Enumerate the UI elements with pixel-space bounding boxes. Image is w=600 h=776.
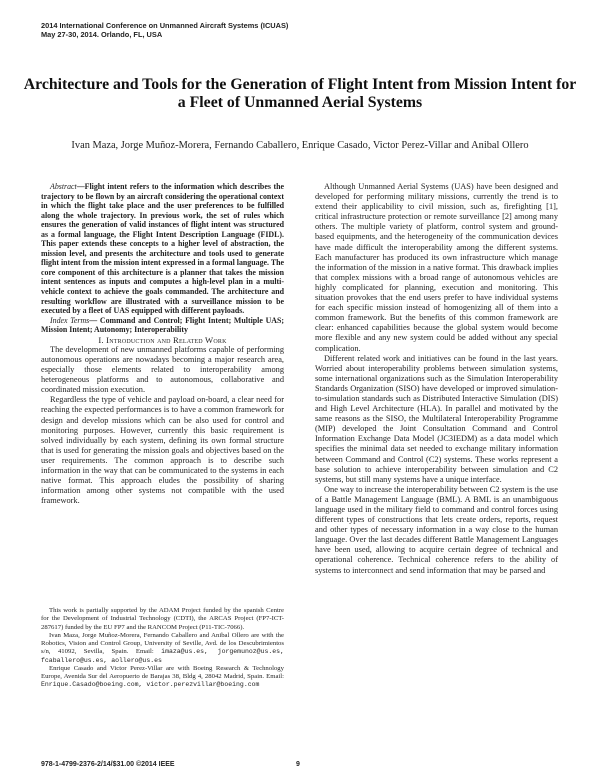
section-numeral: I. (98, 334, 104, 345)
author-list: Ivan Maza, Jorge Muñoz-Morera, Fernando Caballero, Enrique Casado, Victor Perez-Villar and Anibal Ollero (71, 140, 529, 151)
page-number: 9 (296, 761, 300, 768)
abstract: Abstract—Flight intent refers to the information which describes the trajectory to be flown by an aircraft considering the operational context in which the flight take place and the user preferences to be fulfilled along the whole trajectory. In previous work, the set of rules which ensures the generation of valid instances of flight intent was structured as a formal language, the Flight Intent Description Language (FIDL). This paper extends these concepts to a higher level of abstraction, the mission level, and presents the architecture and tools used to generate flight intent from the mission intent expressed in a formal language. The core component of this architecture is a planner that takes the mission intent sentences as inputs and computes a high-level plan in a multi-vehicle context to achieve the goals commanded. The architecture and resulting workflow are illustrated with a surveillance mission to be executed by a fleet of UAS equipped with different payloads. (41, 182, 284, 316)
body-paragraph: Although Unmanned Aerial Systems (UAS) have been designed and developed for performing military missions, currently the trend is to extend their applicability to civil mission, such as, firefighting [1], critical infrastructure protection or remote surveillance [2] among many others. The multiple variety of platform, control system and ground-based equipments, and the heterogeneity of the communication devices have made difficult the interoperability among the different systems. Each manufacturer has produced its own infrastructure which manage the information of the mission in a native format. This drawback implies that complex missions with a broad range of autonomous vehicles are highly complicated for planning, execution and monitoring. This situation provokes that the end users prefer to have individual systems for each specific mission instead of homogenizing all of them into a common framework. But the benefits of this common framework are clear: enhanced capabilities because the global system would become more flexible and any new system could be added without any special complication. (315, 182, 558, 353)
body-paragraph: One way to increase the interoperability between C2 system is the use of a Battle Management Language (BML). A BML is an unambiguous language used in the military field to command and control forces using different types of constructions that lets create orders, reports, request and other types of necessary information in a way close to the human language. Over the last decades different Battle Management Languages have been used, allowing to acquire certain degree of technical and operational coherence. Technical coherence refers to the ability of systems to interconnect and send information that may be parsed and (315, 484, 558, 575)
paper-title: Architecture and Tools for the Generation of Flight Intent from Mission Intent for a Fleet of Unmanned Aerial Systems (23, 76, 577, 111)
isbn-copyright: 978-1-4799-2376-2/14/$31.00 ©2014 IEEE (41, 761, 175, 768)
section-heading (41, 335, 284, 345)
index-terms: Index Terms— Command and Control; Flight Intent; Multiple UAS; Mission Intent; Autonomy; Interoperability (41, 315, 284, 335)
abstract-text: Flight intent refers to the information which describes the trajectory to be flown by an aircraft considering the operational context in which the flight take place and the user preferences to be fulfilled along the whole trajectory. In previous work, the set of rules which ensures the generation of valid instances of flight intent was structured as a formal language, the Flight Intent Description Language (FIDL). This paper extends these concepts to a higher level of abstraction, the mission level, and presents the architecture and tools used to generate flight intent from the mission intent expressed in a formal language. The core component of this architecture is a planner that takes the mission intent sentences as inputs and computes a high-level plan in a multi-vehicle context to achieve the goals commanded. The architecture and resulting workflow are illustrated with a surveillance mission to be executed by a fleet of UAS equipped with different payloads. (41, 182, 284, 316)
left-column (41, 182, 284, 506)
footnotes (41, 607, 284, 690)
abstract-label: Abstract (50, 182, 77, 191)
body-paragraph: Different related work and initiatives can be found in the last years. Worried about interoperability problems between simulation systems, some international organizations such as the Simulation Interoperability Standards Organization (SISO) have developed or improved simulation-to-simulation standards such as Distributed Interactive Simulation (DIS) and High Level Architecture (HLA). In parallel and motivated by the same reasons as the SISO, the Multilateral Interoperability Programme (MIP) developed the Joint Consultation Command and Control Information Exchange Data Model (JC3IEDM) as a data model which specifies the minimal data set needed to exchange military information between Command and Control (C2) systems. These works represent a base solution to achieve interoperability between simulation and C2 systems, but still many systems have a unique interface. (315, 353, 558, 484)
body-paragraph: Regardless the type of vehicle and payload on-board, a clear need for reaching the expected performances is to have a common framework for design and develop missions which can be also used for control and monitoring purposes. However, currently this basic requirement is solved individually by each system, defining its own formal structure that is used for generating the mission goals and objectives based on the user requirements. The common approach is to describe such information in the way that can be communicated to the systems in each native format. This approach eludes the possibility of sharing information among other systems not compatible with the used framework. (41, 395, 284, 506)
affiliation-footnote: Enrique Casado and Victor Perez-Villar are with Boeing Research & Technology Europe, Avenida Sur del Aeropuerto de Barajas 38, Bldg 4, 28042 Madrid, Spain. Email: Enrique.Casado@boeing.com, victor.perezvillar@boeing.com (41, 664, 284, 689)
conference-name: 2014 International Conference on Unmanned Aircraft Systems (ICUAS) (41, 21, 289, 30)
affiliation-footnote: Ivan Maza, Jorge Muñoz-Morera, Fernando Caballero and Anibal Ollero are with the Robotics, Vision and Control Group, University of Seville, Avd. de los Descubrimientos s/n, 41092, Sevilla, Spain. Email: imaza@us.es, jorgemunoz@us.es, fcaballero@us.es, aollero@us.es (41, 631, 284, 664)
funding-footnote: This work is partially supported by the ADAM Project funded by the spanish Centre for the Development of Industrial Technology (CDTI), the ARCAS Project (FP7-ICT-287617) funded by the EU FP7 and the RANCOM Project (P11-TIC-7066). (41, 607, 284, 631)
right-column (315, 182, 558, 576)
index-terms-text: Command and Control; Flight Intent; Multiple UAS; Mission Intent; Autonomy; Interoperability (41, 315, 284, 335)
author-emails: imaza@us.es, jorgemunoz@us.es, fcaballero@us.es, aollero@us.es (41, 648, 284, 664)
section-title: Introduction and Related Work (106, 334, 227, 345)
index-terms-label: Index Terms (50, 315, 90, 325)
conference-dates: May 27-30, 2014. Orlando, FL, USA (41, 30, 163, 39)
body-paragraph: The development of new unmanned platforms capable of performing autonomous operations are nowadays becoming a major research area, especially those elements related to interoperability among heterogeneous platforms and to autonomous, collaborative and coordinated mission execution. (41, 344, 284, 395)
author-emails: Enrique.Casado@boeing.com, victor.perezvillar@boeing.com (41, 681, 260, 689)
